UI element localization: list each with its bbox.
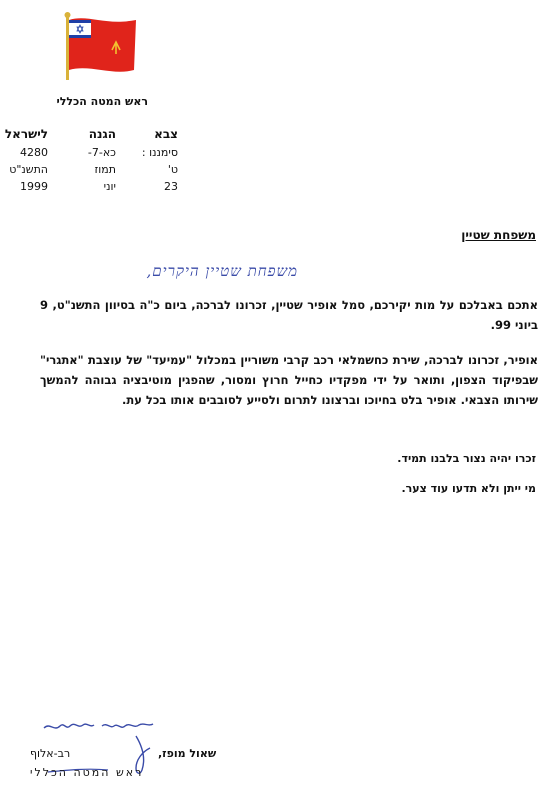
recipient-line: משפחת שטיין xyxy=(461,228,536,242)
letter-paragraph-1: אתכם באבלכם על מות יקירכם, סמל אופיר שטיין, זכרונו לברכה, ביום כ"ה בסיוון התשנ"ט, 9 ביוני 99. xyxy=(40,298,538,332)
reference-code: כא-7- xyxy=(87,146,116,159)
hebrew-year: התשנ"ט xyxy=(9,163,48,176)
flag-icon xyxy=(60,12,140,84)
handwritten-salutation: משפחת שטיין היקרים, xyxy=(146,262,298,280)
idf-flag-emblem xyxy=(60,12,140,84)
org-title: ראש המטה הכללי xyxy=(56,95,148,108)
signatory-rank: רב-אלוף xyxy=(30,747,71,760)
closing-line-2: מי ייתן ולא תדעו עוד צער. xyxy=(401,482,536,495)
header-word-army: צבא xyxy=(154,127,178,141)
hebrew-day: ט' xyxy=(167,163,178,176)
gregorian-day: 23 xyxy=(164,180,178,193)
reference-number: 4280 xyxy=(20,146,48,159)
gregorian-month: יוני xyxy=(103,180,116,193)
header-word-defense: הגנה xyxy=(88,127,116,141)
gregorian-year: 1999 xyxy=(20,180,48,193)
header-word-israel: לישראל xyxy=(4,127,48,141)
closing-line-1: זכרו יהיה נצור בלבנו תמיד. xyxy=(397,452,536,465)
signatory-title: ראש המטה הכללי xyxy=(30,766,144,779)
signatory-name: שאול מופז, xyxy=(158,747,217,760)
hebrew-month: תמוז xyxy=(94,163,116,176)
reference-label: סימננו : xyxy=(141,146,178,159)
letter-paragraph-2: אופיר, זכרונו לברכה, שירת כחשמלאי רכב קרבי משוריין במכלול "עמיעד" של עוצבת "אתגרי" שבפיקוד הצפון, ותואר על ידי מפקדיו כחייל חרוץ ומסור, שהפגין מוטיבציה גבוהה להמשך שירותו הצבאי. אופיר בלט בחיוכו וברצונו לתרום ולסייע לסובבים אותו בכל עת. xyxy=(40,353,538,407)
